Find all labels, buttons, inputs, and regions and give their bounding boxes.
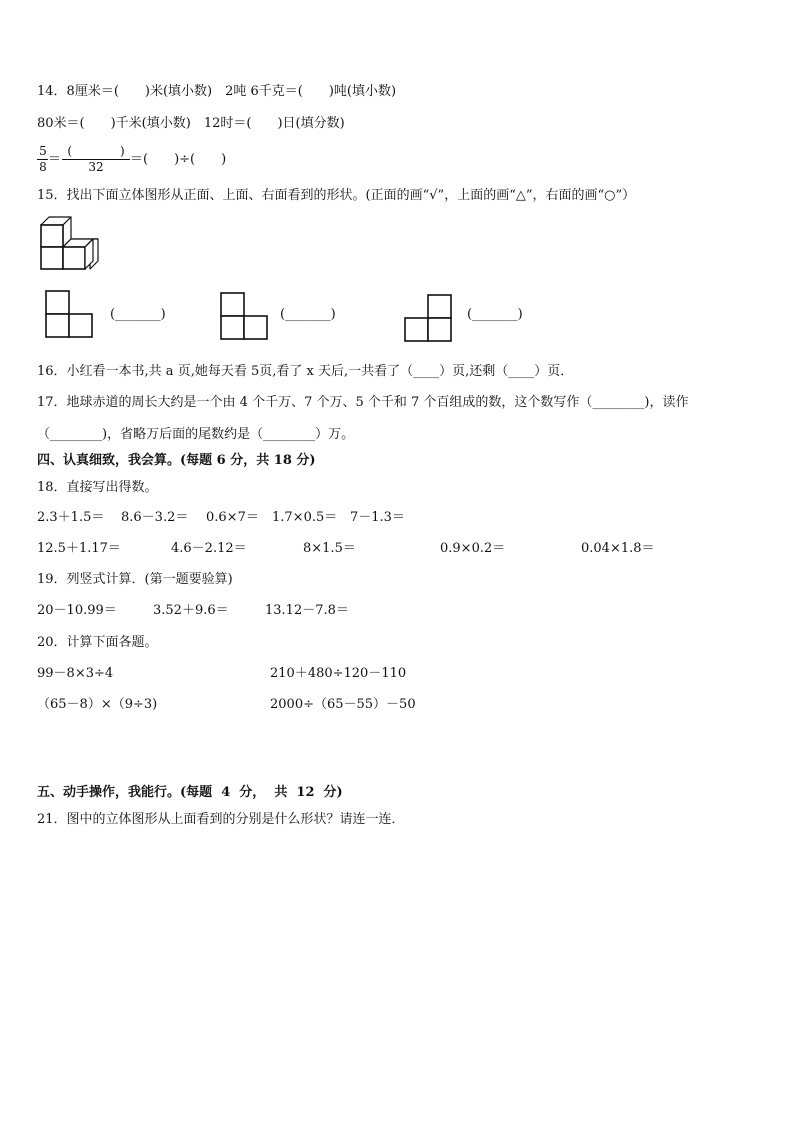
q21-text: 21．图中的立体图形从上面看到的分别是什么形状？请连一连． — [37, 812, 405, 827]
q18-row1-item4: 1.7×0.5＝ — [272, 510, 338, 525]
q18-row2-item3: 8×1.5＝ — [303, 541, 356, 556]
q14-fraction-left-denominator: 8 — [39, 160, 47, 174]
q19-title: 19．列竖式计算．(第一题要验算) — [37, 572, 233, 587]
q18-row1-item1: 2.3＋1.5＝ — [37, 510, 105, 525]
q18-row2-item4: 0.9×0.2＝ — [440, 541, 506, 556]
q15-shape-a-l-left — [45, 290, 93, 338]
q15-question: 15．找出下面立体图形从正面、上面、右面看到的形状。(正面的画“√”，上面的画“△”，右面的画“○”） — [37, 188, 636, 203]
section-4-heading: 四、认真细致，我会算。(每题 6 分，共 18 分) — [37, 453, 316, 468]
q19-item2: 3.52＋9.6＝ — [153, 603, 229, 618]
q15-blank-c[interactable]: (_______) — [467, 307, 523, 322]
section-5-heading: 五、动手操作，我能行。(每题 4 分， 共 12 分) — [37, 785, 343, 800]
q14-fraction-right-numerator: ( ) — [67, 144, 125, 158]
q15-shape-b-l-left — [220, 292, 268, 340]
q14-fraction-left-numerator: 5 — [39, 144, 47, 158]
q19-item3: 13.12－7.8＝ — [265, 603, 349, 618]
q14-division-tail: ＝( )÷( ) — [130, 152, 227, 167]
q18-row1-item5: 7－1.3＝ — [350, 510, 405, 525]
q14-fraction-right-denominator: 32 — [88, 160, 104, 174]
q15-blank-b[interactable]: (_______) — [280, 307, 336, 322]
q19-item1: 20－10.99＝ — [37, 603, 117, 618]
q17-line2: （________)，省略万后面的尾数约是（________）万。 — [37, 427, 355, 442]
q20-item2: 210＋480÷120－110 — [270, 666, 407, 681]
q17-line1: 17．地球赤道的周长大约是一个由 4 个千万、7 个万、5 个千和 7 个百组成的数，这个数写作（________)，读作 — [37, 395, 689, 410]
q14-equals: ＝ — [48, 152, 62, 167]
q16-text: 16．小红看一本书,共 a 页,她每天看 5页,看了 x 天后,一共看了（____）页,还剩（____）页． — [37, 364, 574, 379]
q18-row2-item2: 4.6－2.12＝ — [171, 541, 247, 556]
q14-line1: 14．8厘米＝( )米(填小数) 2吨 6千克＝( )吨(填小数) — [37, 84, 397, 99]
q20-title: 20．计算下面各题。 — [37, 635, 158, 650]
q14-line2: 80米＝( )千米(填小数) 12时＝( )日(填分数) — [37, 116, 345, 131]
q15-blank-a[interactable]: (_______) — [110, 307, 166, 322]
q20-item3: （65－8）×（9÷3) — [37, 697, 158, 712]
q18-row1-item3: 0.6×7＝ — [206, 510, 259, 525]
q18-row1-item2: 8.6－3.2＝ — [121, 510, 189, 525]
q18-row2-item5: 0.04×1.8＝ — [581, 541, 655, 556]
q20-item1: 99－8×3÷4 — [37, 666, 114, 681]
q18-title: 18．直接写出得数。 — [37, 480, 158, 495]
q15-solid-figure — [40, 216, 102, 270]
q15-shape-c-l-right — [404, 294, 452, 342]
q20-item4: 2000÷（65－55）－50 — [270, 697, 416, 712]
q18-row2-item1: 12.5＋1.17＝ — [37, 541, 121, 556]
